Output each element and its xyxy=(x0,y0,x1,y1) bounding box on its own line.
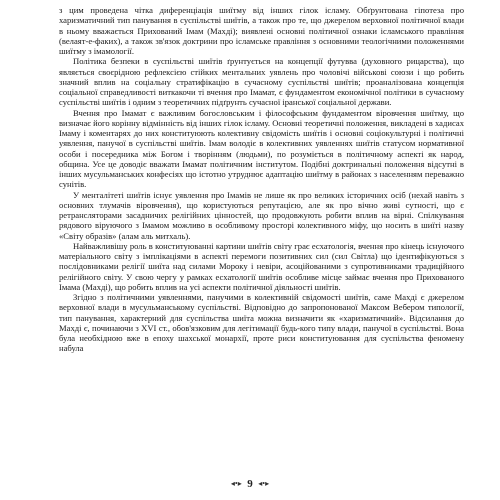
body-text xyxy=(59,5,464,354)
paragraph: Згідно з політичними уявленнями, панучими в колективній свідомості шиїтів, саме Махді є джерелом верховної влади в мусульманському суспільстві. Відповідно до запропонованої Максом Вебером типології, тип панування, характерний для суспільства шиїта можна визначити як «харизматичний». Відсилання до Махді є, починаючи з XVI ст., обов'язковим для легітимації будь-кого типу влади, панучої в суспільстві. Вона була необхідною вже в епоху шахської монархії, проте риси конституювання для суспільства феномену набула xyxy=(59,292,464,354)
paragraph: У менталітеті шиїтів існує уявлення про Імамів не лише як про великих історичних осіб (нехай навіть з основних тлумачів віровчення), що користуються репутацією, але як про вічно живі сутності, що є ретрансляторами засадничих релігійних цінностей, що продовжують робити вплив на вірні. Спілкування рядового віруючого з Імамом можливо в особливому просторі колективного міфу, що носить в шиїті назву «Світу образів» (алам аль митхаль). xyxy=(59,189,464,241)
ornament-left-icon: ◂•▸ xyxy=(230,479,242,488)
paragraph: Політика безпеки в суспільстві шиїтів ґрунтується на концепції футувва (духовного рицарства), що являється своєрідною рефлексією стійких ментальних уявлень про чоловічі військові союзи і що робить значний вплив на соціальну стратифікацію в сучасному суспільстві шиїтів; проаналізована концепція соціальної справедливості виткакочи ті вчення про Імамат, є фундаментом економічної політики в сучасному суспільстві шиїтів і одним з теоретичних підґрунть сучасної іранської соціальної держави. xyxy=(59,56,464,108)
ornament-right-icon: ◂•▸ xyxy=(258,479,270,488)
page-footer xyxy=(0,478,500,490)
paragraph: Вчення про Імамат є важливим богословським і філософським фундаментом віровчення шиїтму, що визначає його корінну відмінність від інших гілок ісламу. Основні теоретичні положення, викладені в хадисах Імаму і коментарях до них конституюють колективну свідомість шиїтів і основні соціокультурні і політичні уявлення, панучої в суспільстві шиїтів. Імам володіє в колективних уявленнях шиїтів статусом нормативної особи і посередника між Богом і творінням (людьми), по розуміється в політичному аспекті як народ, община. Усе це доводіє вважати Імамат політичним інститутом. Подібні доктринальні положення відсутні в інших мусульманських конфесіях що істотно утруднює адаптацію шиїтму в районах з населенням переважно сунітів. xyxy=(59,107,464,190)
paragraph: з цим проведена чітка диференціація шиїтму від інших гілок ісламу. Обґрунтована гіпотеза про харизматичний тип панування в суспільстві шиїтів, а також про те, що джерелом верховної політичної влади в ньому вважається Прихований Імам (Махді); виявлені основні політичної ознаки ісламського правління (велаят-е-факих), а також зв'язок доктрини про ісламське правління з основними теологічними положеннями шиїтму з імамології. xyxy=(59,5,464,56)
page-number: 9 xyxy=(247,478,253,490)
paragraph: Найважливішу роль в конституюванні картини шиїтів світу грає есхатологія, вчення про кінець існуючого матеріального світу з імплікаціями в аспекті перемоги позитивних сил (сил Світла) що ідентифікуються з послідовниками релігії шиїта над силами Мороку і невіри, асоційованими з супротивниками традиційного релігійного світу. У свою чергу у рамках есхатології шиїтів особливе місце займає вчення про Прихованого Імама (Махді), що робить вплив на усі аспекти політичної діяльності шиїтів. xyxy=(59,240,464,292)
